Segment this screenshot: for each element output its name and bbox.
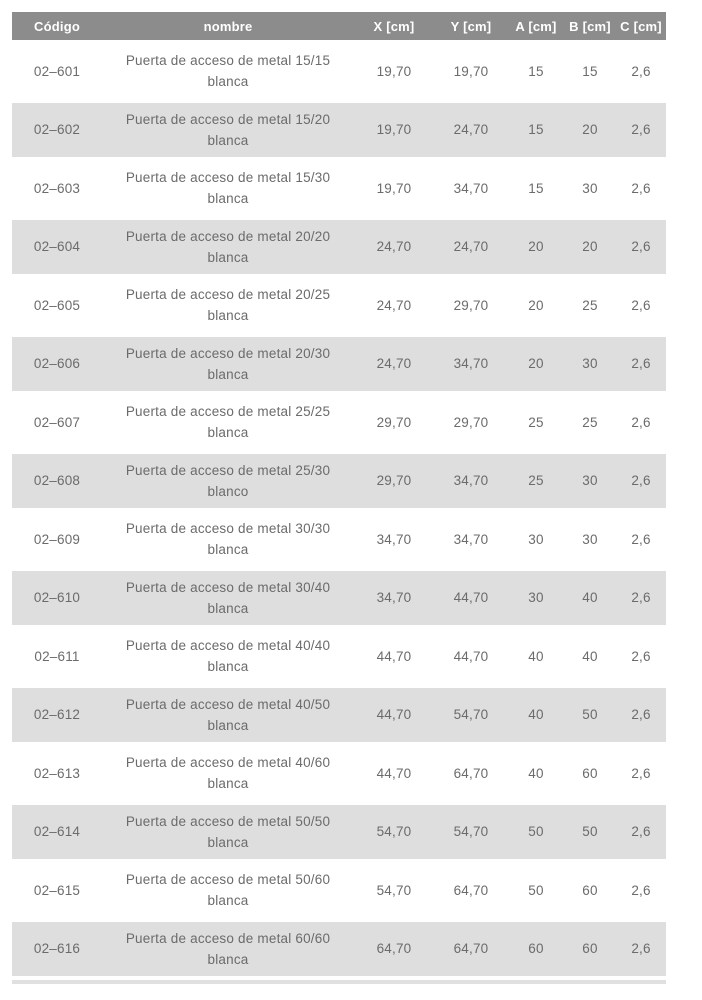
b-cell: 20 (564, 220, 616, 275)
y-cell: 24,70 (434, 220, 508, 275)
y-cell: 64,70 (453, 765, 489, 781)
table-row (12, 103, 666, 158)
b-cell: 30 (582, 531, 598, 547)
product-name-line1: Puerta de acceso de metal 25/30 (125, 462, 331, 478)
x-cell: 44,70 (376, 765, 412, 781)
product-name-line1: Puerta de acceso de metal 15/30 (125, 170, 331, 186)
column-header-y-cm: Y [cm] (434, 12, 508, 40)
x-cell: 19,70 (376, 63, 412, 79)
c-cell: 2,6 (616, 571, 666, 626)
c-cell: 2,6 (631, 648, 651, 664)
a-cell: 40 (528, 648, 544, 664)
table-row (12, 629, 666, 684)
x-cell: 34,70 (354, 571, 434, 626)
table-row (12, 337, 666, 392)
c-cell: 2,6 (631, 180, 651, 196)
product-name-line2: blanca (207, 600, 249, 616)
a-cell: 60 (508, 922, 564, 977)
x-cell: 44,70 (354, 688, 434, 743)
table-row (12, 454, 666, 509)
y-cell: 29,70 (453, 414, 489, 430)
c-cell: 2,6 (616, 220, 666, 275)
table-row (12, 395, 666, 450)
y-cell: 34,70 (434, 337, 508, 392)
b-cell: 50 (564, 805, 616, 860)
b-cell: 25 (582, 297, 598, 313)
x-cell: 44,70 (376, 648, 412, 664)
name-cell (102, 44, 354, 99)
code-cell: 02–609 (33, 531, 81, 547)
product-name-line1: Puerta de acceso de metal 30/30 (125, 521, 331, 537)
x-cell: 54,70 (354, 805, 434, 860)
a-cell: 30 (528, 531, 544, 547)
product-name-line2: blanca (207, 308, 249, 324)
table-row (12, 512, 666, 567)
product-name-line1: Puerta de acceso de metal 50/60 (125, 872, 331, 888)
x-cell: 24,70 (376, 297, 412, 313)
a-cell: 40 (528, 765, 544, 781)
name-cell (102, 512, 354, 567)
code-cell: 02–607 (33, 414, 81, 430)
name-cell (102, 863, 354, 918)
product-name-line2: blanca (207, 425, 249, 441)
y-cell: 34,70 (453, 531, 489, 547)
name-cell (102, 161, 354, 216)
y-cell: 44,70 (453, 648, 489, 664)
name-cell (102, 922, 354, 977)
c-cell: 2,6 (631, 414, 651, 430)
b-cell: 60 (582, 765, 598, 781)
product-name-line2: blanca (207, 74, 249, 90)
c-cell: 2,6 (631, 765, 651, 781)
table-row (12, 278, 666, 333)
product-name-line1: Puerta de acceso de metal 40/60 (125, 755, 331, 771)
product-name-line1: Puerta de acceso de metal 30/40 (125, 579, 331, 595)
product-name-line2: blanca (207, 249, 249, 265)
code-cell: 02–613 (33, 765, 81, 781)
name-cell (102, 805, 354, 860)
name-cell (102, 629, 354, 684)
c-cell: 2,6 (616, 688, 666, 743)
code-cell: 02–604 (12, 220, 102, 275)
b-cell: 50 (564, 688, 616, 743)
x-cell: 19,70 (354, 103, 434, 158)
y-cell: 29,70 (453, 297, 489, 313)
c-cell: 2,6 (631, 882, 651, 898)
table-row (12, 805, 666, 860)
name-cell (102, 337, 354, 392)
column-header-codigo: Código (12, 12, 102, 40)
name-cell (102, 454, 354, 509)
table-row (12, 161, 666, 216)
c-cell: 2,6 (631, 63, 651, 79)
y-cell: 54,70 (434, 688, 508, 743)
column-header-nombre: nombre (102, 12, 354, 40)
y-cell: 64,70 (453, 882, 489, 898)
a-cell: 15 (508, 103, 564, 158)
product-name-line1: Puerta de acceso de metal 20/25 (125, 287, 331, 303)
code-cell: 02–606 (12, 337, 102, 392)
code-cell: 02–605 (33, 297, 81, 313)
a-cell: 25 (508, 454, 564, 509)
b-cell: 40 (582, 648, 598, 664)
x-cell: 24,70 (354, 337, 434, 392)
product-name-line1: Puerta de acceso de metal 40/40 (125, 638, 331, 654)
a-cell: 30 (508, 571, 564, 626)
y-cell: 19,70 (453, 63, 489, 79)
column-header-x-cm: X [cm] (354, 12, 434, 40)
code-cell: 02–611 (34, 648, 80, 664)
product-name-line2: blanco (207, 483, 249, 499)
code-cell: 02–602 (12, 103, 102, 158)
y-cell: 64,70 (434, 922, 508, 977)
product-name-line2: blanca (207, 132, 249, 148)
y-cell: 34,70 (434, 454, 508, 509)
table-row (12, 44, 666, 99)
y-cell: 44,70 (434, 571, 508, 626)
x-cell: 24,70 (354, 220, 434, 275)
name-cell (102, 688, 354, 743)
x-cell: 34,70 (376, 531, 412, 547)
c-cell: 2,6 (616, 922, 666, 977)
c-cell: 2,6 (616, 805, 666, 860)
product-name-line1: Puerta de acceso de metal 15/20 (125, 111, 331, 127)
x-cell: 64,70 (354, 922, 434, 977)
b-cell: 20 (564, 103, 616, 158)
product-name-line2: blanca (207, 366, 249, 382)
header-row (12, 12, 666, 40)
b-cell: 60 (564, 922, 616, 977)
column-header-b-cm: B [cm] (564, 12, 616, 40)
a-cell: 20 (528, 297, 544, 313)
c-cell: 2,6 (616, 454, 666, 509)
product-spec-table (12, 8, 666, 980)
x-cell: 29,70 (354, 454, 434, 509)
product-name-line2: blanca (207, 893, 249, 909)
table-row (12, 220, 666, 275)
b-cell: 30 (582, 180, 598, 196)
y-cell: 34,70 (453, 180, 489, 196)
code-cell: 02–601 (33, 63, 81, 79)
x-cell: 29,70 (376, 414, 412, 430)
x-cell: 19,70 (376, 180, 412, 196)
product-name-line2: blanca (207, 776, 249, 792)
name-cell (102, 395, 354, 450)
product-name-line1: Puerta de acceso de metal 20/20 (125, 228, 331, 244)
x-cell: 54,70 (376, 882, 412, 898)
table-row (12, 746, 666, 801)
product-name-line2: blanca (207, 542, 249, 558)
product-name-line2: blanca (207, 834, 249, 850)
name-cell (102, 103, 354, 158)
table-row (12, 688, 666, 743)
b-cell: 25 (582, 414, 598, 430)
a-cell: 50 (528, 882, 544, 898)
code-cell: 02–616 (12, 922, 102, 977)
product-name-line1: Puerta de acceso de metal 40/50 (125, 696, 331, 712)
product-name-line1: Puerta de acceso de metal 25/25 (125, 404, 331, 420)
c-cell: 2,6 (616, 103, 666, 158)
code-cell: 02–608 (12, 454, 102, 509)
b-cell: 15 (582, 63, 598, 79)
code-cell: 02–610 (12, 571, 102, 626)
product-name-line2: blanca (207, 951, 249, 967)
code-cell: 02–603 (33, 180, 81, 196)
b-cell: 40 (564, 571, 616, 626)
column-header-a-cm: A [cm] (508, 12, 564, 40)
product-name-line1: Puerta de acceso de metal 15/15 (125, 53, 331, 69)
c-cell: 2,6 (631, 531, 651, 547)
a-cell: 40 (508, 688, 564, 743)
a-cell: 25 (528, 414, 544, 430)
name-cell (102, 571, 354, 626)
product-name-line1: Puerta de acceso de metal 60/60 (125, 930, 331, 946)
c-cell: 2,6 (631, 297, 651, 313)
table-row (12, 922, 666, 977)
a-cell: 20 (508, 220, 564, 275)
table-row (12, 571, 666, 626)
name-cell (102, 278, 354, 333)
y-cell: 24,70 (434, 103, 508, 158)
b-cell: 30 (564, 337, 616, 392)
table-row (12, 863, 666, 918)
product-name-line1: Puerta de acceso de metal 20/30 (125, 345, 331, 361)
b-cell: 30 (564, 454, 616, 509)
code-cell: 02–614 (12, 805, 102, 860)
a-cell: 15 (528, 180, 544, 196)
product-name-line2: blanca (207, 717, 249, 733)
code-cell: 02–612 (12, 688, 102, 743)
product-name-line1: Puerta de acceso de metal 50/50 (125, 813, 331, 829)
y-cell: 54,70 (434, 805, 508, 860)
a-cell: 20 (508, 337, 564, 392)
next-row-sliver (12, 980, 666, 984)
a-cell: 15 (528, 63, 544, 79)
code-cell: 02–615 (33, 882, 81, 898)
c-cell: 2,6 (616, 337, 666, 392)
a-cell: 50 (508, 805, 564, 860)
product-name-line2: blanca (207, 191, 249, 207)
b-cell: 60 (582, 882, 598, 898)
product-name-line2: blanca (207, 659, 249, 675)
name-cell (102, 746, 354, 801)
name-cell (102, 220, 354, 275)
column-header-c-cm: C [cm] (616, 12, 666, 40)
